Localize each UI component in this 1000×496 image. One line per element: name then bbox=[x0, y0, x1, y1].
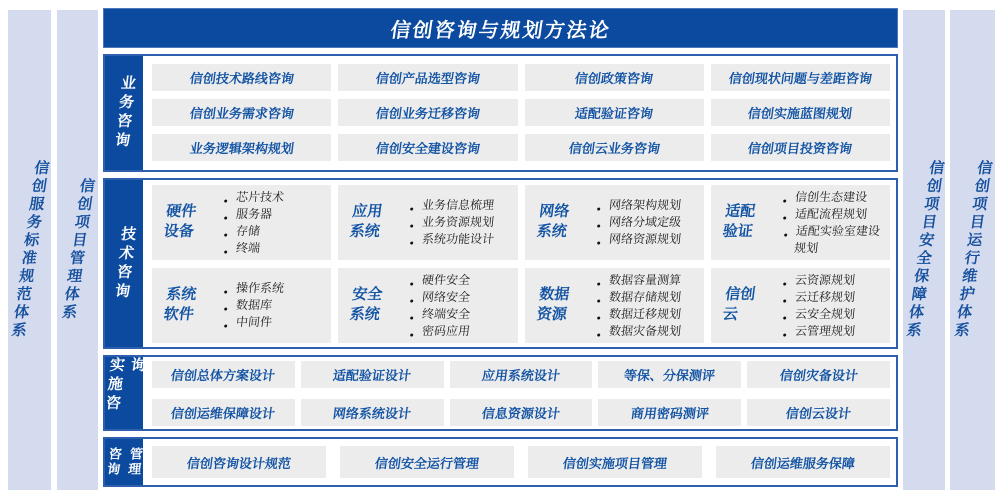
sidebar-label: 信创服务标准规范体系 bbox=[8, 160, 51, 340]
section-technical-consulting bbox=[103, 178, 898, 349]
item-box: 信创咨询设计规范 bbox=[152, 446, 326, 478]
item-box: 信创安全运行管理 bbox=[340, 446, 514, 478]
panel-title: 应用 系统 bbox=[349, 203, 384, 241]
sidebar-project-operation-system bbox=[950, 10, 995, 490]
bullet-item: ● 硬件安全 bbox=[408, 272, 514, 289]
panel-bullets bbox=[596, 197, 704, 248]
bullet-item: ● 系统功能设计 bbox=[408, 231, 514, 248]
sidebar-service-standard-system bbox=[8, 10, 51, 490]
section-content bbox=[143, 180, 896, 347]
item-box: 信创安全建设咨询 bbox=[338, 134, 517, 161]
bullet-item: ● 云资源规划 bbox=[781, 272, 887, 289]
panel-title: 硬件 设备 bbox=[162, 203, 198, 241]
tech-panel bbox=[152, 185, 331, 260]
panel-title: 信创 云 bbox=[721, 286, 757, 324]
methodology-diagram bbox=[103, 8, 898, 493]
item-box: 信创业务需求咨询 bbox=[152, 99, 331, 126]
item-box: 信创实施项目管理 bbox=[528, 446, 702, 478]
item-box: 信创项目投资咨询 bbox=[711, 134, 890, 161]
item-box: 适配验证咨询 bbox=[525, 99, 704, 126]
bullet-item: ● 数据库 bbox=[222, 297, 328, 314]
bullet-item: ● 适配流程规划 bbox=[781, 206, 887, 223]
item-box: 信创云设计 bbox=[747, 399, 890, 426]
page-title: 信创咨询与规划方法论 bbox=[388, 19, 612, 42]
bullet-item: ● 业务资源规划 bbox=[408, 214, 514, 231]
bullet-item: ● 网络安全 bbox=[408, 289, 514, 306]
panel-title: 网络 系统 bbox=[535, 203, 570, 241]
bullet-item: ● 网络资源规划 bbox=[595, 231, 701, 248]
bullet-item: ● 网络分域定级 bbox=[595, 214, 701, 231]
section-consulting-management bbox=[103, 437, 898, 487]
item-box: 信创运维服务保障 bbox=[716, 446, 890, 478]
section-implementation-consulting bbox=[103, 355, 898, 431]
section-label-strip bbox=[102, 357, 147, 429]
bullet-item: ● 数据容量测算 bbox=[595, 272, 701, 289]
section-label: 实施咨询 bbox=[102, 357, 147, 414]
item-box: 网络系统设计 bbox=[301, 399, 444, 426]
bullet-item: ● 数据存储规划 bbox=[595, 289, 701, 306]
bullet-item: ● 云管理规划 bbox=[781, 323, 887, 340]
panel-title: 系统 软件 bbox=[162, 286, 198, 324]
section-label: 咨询 管理 bbox=[104, 447, 144, 477]
item-box: 信创灾备设计 bbox=[747, 361, 890, 388]
tech-panel bbox=[525, 185, 704, 260]
item-box: 信创实施蓝图规划 bbox=[711, 99, 890, 126]
section-content bbox=[143, 357, 896, 429]
tech-panel bbox=[525, 268, 704, 343]
section-label-strip bbox=[105, 56, 143, 170]
bullet-item: ● 存储 bbox=[222, 223, 328, 240]
bullet-item: ● 服务器 bbox=[222, 206, 328, 223]
panel-title: 数据 资源 bbox=[535, 286, 570, 324]
item-box: 信创业务迁移咨询 bbox=[338, 99, 517, 126]
item-box: 信息资源设计 bbox=[450, 399, 593, 426]
item-box: 信创现状问题与差距咨询 bbox=[711, 64, 890, 91]
tech-panel bbox=[152, 268, 331, 343]
sidebar-project-security-system bbox=[903, 10, 945, 490]
item-box: 适配验证设计 bbox=[301, 361, 444, 388]
panel-bullets bbox=[409, 272, 517, 340]
panel-bullets bbox=[409, 197, 517, 248]
item-box: 应用系统设计 bbox=[450, 361, 593, 388]
tech-panel bbox=[338, 185, 517, 260]
section-label: 业务咨询 bbox=[111, 75, 137, 151]
bullet-item: ● 云安全规划 bbox=[781, 306, 887, 323]
item-box: 信创总体方案设计 bbox=[152, 361, 295, 388]
sidebar-label: 信创项目管理体系 bbox=[58, 178, 97, 322]
bullet-item: ● 数据灾备规划 bbox=[595, 323, 701, 340]
section-label-strip bbox=[105, 180, 143, 347]
bullet-item: ● 密码应用 bbox=[408, 323, 514, 340]
sidebar-project-management-system bbox=[57, 10, 98, 490]
bullet-item: ● 中间件 bbox=[222, 314, 328, 331]
tech-panel bbox=[338, 268, 517, 343]
item-box: 商用密码测评 bbox=[598, 399, 741, 426]
title-bar bbox=[103, 8, 898, 48]
bullet-item: ● 网络架构规划 bbox=[595, 197, 701, 214]
section-content bbox=[143, 439, 896, 485]
bullet-item: ● 业务信息梳理 bbox=[408, 197, 514, 214]
bullet-item: ● 适配实验室建设规划 bbox=[780, 223, 888, 257]
item-box: 信创云业务咨询 bbox=[525, 134, 704, 161]
bullet-item: ● 终端 bbox=[222, 240, 328, 257]
item-box: 信创产品选型咨询 bbox=[338, 64, 517, 91]
bullet-item: ● 芯片技术 bbox=[222, 189, 328, 206]
bullet-item: ● 信创生态建设 bbox=[781, 189, 887, 206]
section-label: 技术咨询 bbox=[111, 225, 137, 302]
sidebar-label: 信创项目运行维护体系 bbox=[951, 160, 994, 340]
sidebar-label: 信创项目安全保障体系 bbox=[902, 160, 946, 340]
panel-title: 安全 系统 bbox=[349, 286, 384, 324]
panel-bullets bbox=[223, 280, 331, 331]
tech-panel bbox=[711, 268, 890, 343]
section-content bbox=[143, 56, 896, 170]
tech-panel bbox=[711, 185, 890, 260]
bullet-item: ● 云迁移规划 bbox=[781, 289, 887, 306]
bullet-item: ● 数据迁移规划 bbox=[595, 306, 701, 323]
panel-bullets bbox=[782, 272, 890, 340]
item-box: 等保、分保测评 bbox=[598, 361, 741, 388]
bullet-item: ● 终端安全 bbox=[408, 306, 514, 323]
bullet-item: ● 操作系统 bbox=[222, 280, 328, 297]
item-box: 信创政策咨询 bbox=[525, 64, 704, 91]
item-box: 业务逻辑架构规划 bbox=[152, 134, 331, 161]
section-label-strip bbox=[105, 439, 143, 485]
panel-bullets bbox=[782, 189, 890, 257]
item-box: 信创技术路线咨询 bbox=[152, 64, 331, 91]
item-box: 信创运维保障设计 bbox=[152, 399, 295, 426]
panel-title: 适配 验证 bbox=[721, 203, 757, 241]
panel-bullets bbox=[596, 272, 704, 340]
panel-bullets bbox=[223, 189, 331, 257]
section-business-consulting bbox=[103, 54, 898, 172]
